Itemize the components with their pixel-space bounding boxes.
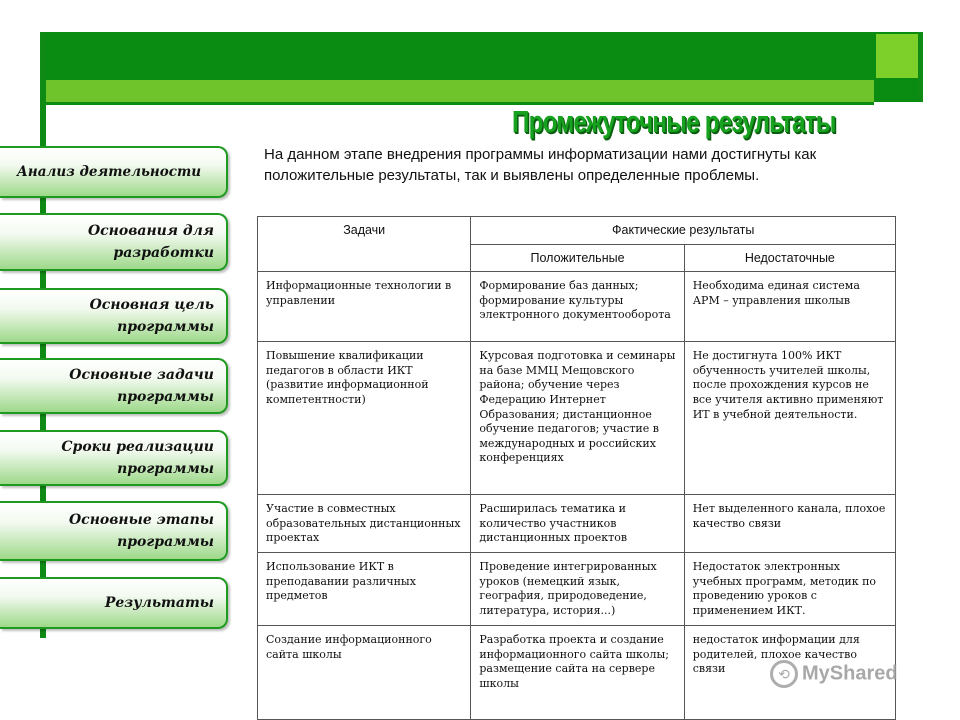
cell-negative: недостаток информации для родителей, плохое качество связи: [684, 626, 895, 720]
header-band-light: [46, 80, 874, 102]
watermark-text: MyShared: [802, 662, 898, 685]
cell-task: Участие в совместных образовательных дистанционных проектах: [258, 495, 471, 553]
header-corner-square: [874, 32, 923, 80]
nav-button-terms[interactable]: [0, 430, 228, 486]
cell-negative: Необходима единая система АРМ – управления школыв: [684, 272, 895, 342]
cell-task: Повышение квалификации педагогов в области ИКТ (развитие информационной компетентности): [258, 342, 471, 495]
frame-right-bar: [918, 32, 923, 102]
cell-positive: Разработка проекта и создание информационного сайта школы; размещение сайта на сервере школы: [471, 626, 684, 720]
nav-label: программы: [117, 319, 214, 335]
nav-label: Результаты: [104, 595, 214, 611]
cell-positive: Расширилась тематика и количество участников дистанционных проектов: [471, 495, 684, 553]
nav-label: Основные этапы: [68, 512, 214, 528]
slide-title: Промежуточные результаты: [512, 104, 836, 139]
nav-label: Сроки реализации: [61, 439, 214, 455]
cell-task: Создание информационного сайта школы: [258, 626, 471, 720]
nav-label: программы: [117, 534, 214, 550]
column-header-actual: Фактические результаты: [471, 217, 896, 245]
nav-button-goal[interactable]: [0, 288, 228, 344]
table-row: [258, 553, 896, 626]
nav-label: Основания для: [87, 223, 214, 239]
table-row: [258, 272, 896, 342]
nav-label: программы: [117, 461, 214, 477]
table-row: [258, 342, 896, 495]
table-header-row: [258, 217, 896, 245]
column-header-tasks: Задачи: [258, 217, 471, 272]
nav-label: Основная цель: [89, 297, 214, 313]
nav-label: Анализ деятельности: [16, 164, 202, 180]
cell-negative: Недостаток электронных учебных программ, методик по проведению уроков с применением ИКТ.: [684, 553, 895, 626]
column-header-positive: Положительные: [471, 244, 684, 272]
header-corner-square-small: [874, 80, 923, 102]
cell-negative: Нет выделенного канала, плохое качество связи: [684, 495, 895, 553]
column-header-negative: Недостаточные: [684, 244, 895, 272]
share-icon: ⟲: [770, 660, 798, 688]
cell-task: Информационные технологии в управлении: [258, 272, 471, 342]
results-table: [257, 216, 896, 720]
cell-positive: Проведение интегрированных уроков (немецкий язык, география, природоведение, литература, история...): [471, 553, 684, 626]
watermark: [770, 660, 898, 688]
table-row: [258, 495, 896, 553]
cell-task: Использование ИКТ в преподавании различных предметов: [258, 553, 471, 626]
nav-button-analysis[interactable]: [0, 146, 228, 198]
nav-button-grounds[interactable]: [0, 213, 228, 271]
nav-button-tasks[interactable]: [0, 358, 228, 414]
cell-positive: Формирование баз данных; формирование культуры электронного документооборота: [471, 272, 684, 342]
intro-text: На данном этапе внедрения программы информатизации нами достигнуты как положительные результаты, так и выявлены определенные проблемы.: [264, 146, 817, 184]
header-band-dark: [40, 32, 874, 80]
nav-button-results[interactable]: [0, 577, 228, 629]
nav-label: Основные задачи: [69, 367, 214, 383]
cell-positive: Курсовая подготовка и семинары на базе ММЦ Мещовского района; обучение через Федерацию Интернет Образования; дистанционное обучение педагогов; участие в международных и российских конференциях: [471, 342, 684, 495]
nav-label: разработки: [113, 245, 214, 261]
nav-button-stages[interactable]: [0, 501, 228, 561]
nav-label: программы: [117, 389, 214, 405]
cell-negative: Не достигнута 100% ИКТ обученность учителей школы, после прохождения курсов не все учителя активно применяют ИТ в учебной деятельности.: [684, 342, 895, 495]
